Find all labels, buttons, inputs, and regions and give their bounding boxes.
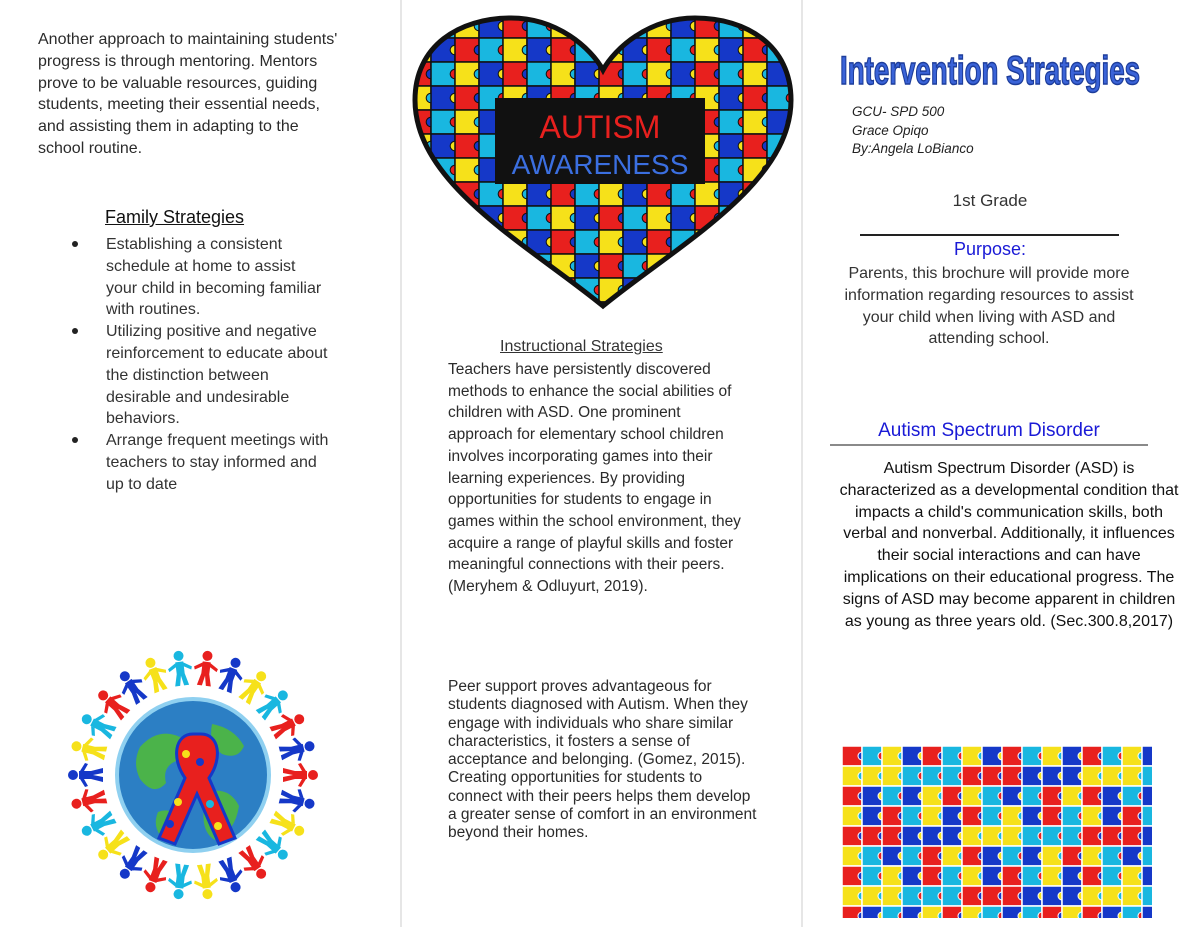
course-code: GCU- SPD 500 bbox=[852, 104, 945, 119]
list-item-text: Utilizing positive and negative reinforcement to educate about the distinction between desirable and undesirable behaviors. bbox=[106, 323, 328, 428]
title-text: Intervention Strategies bbox=[840, 49, 1140, 93]
list-item bbox=[70, 430, 330, 495]
author-name: By:Angela LoBianco bbox=[852, 141, 974, 156]
people-ring-globe-icon bbox=[62, 642, 324, 908]
peer-support-paragraph: Peer support proves advantageous for students diagnosed with Autism. When they engage with individuals who share similar characteristics, it fosters a sense of acceptance and belonging. (Gomez, 2015). Creating opportunities for students to connect with their peers helps them develop a greater sense of comfort in an environment beyond their homes. bbox=[448, 678, 757, 842]
left-panel bbox=[0, 0, 400, 927]
right-panel bbox=[804, 0, 1200, 927]
purpose-paragraph: Parents, this brochure will provide more information regarding resources to assist your child when living with ASD and attending school. bbox=[844, 265, 1134, 348]
mentoring-paragraph: Another approach to maintaining students' progress is through mentoring. Mentors prove to be valuable resources, guiding students, meeting their essential needs, and assisting them in adapting to the school routine. bbox=[38, 31, 338, 157]
puzzle-pattern-image bbox=[842, 746, 1152, 918]
grade-label: 1st Grade bbox=[952, 191, 1028, 210]
asd-paragraph: Autism Spectrum Disorder (ASD) is characterized as a developmental condition that impacts a child's communication skills, both verbal and nonverbal. Additionally, it influences their social interactions and can have implications on their educational progress. The signs of ASD may become apparent in children as young as three years old. (Sec.300.8,2017) bbox=[839, 460, 1179, 630]
family-strategies-heading: Family Strategies bbox=[105, 207, 245, 227]
bullet-icon bbox=[72, 328, 78, 334]
asd-divider bbox=[830, 444, 1148, 446]
family-strategies-list bbox=[70, 234, 330, 496]
autism-awareness-heart-image bbox=[407, 14, 799, 310]
instructional-strategies-paragraph: Teachers have persistently discovered methods to enhance the social abilities of children with ASD. One prominent approach for elementary school children involves incorporating games into their learning experiences. By providing opportunities for students to engage in games within the school environment, they acquire a range of playful skills and foster meaningful connections with their peers.(Meryhem & Odluyurt, 2019). bbox=[448, 361, 741, 596]
list-item-text: Arrange frequent meetings with teachers to stay informed and up to date bbox=[106, 432, 329, 493]
brochure-title bbox=[838, 36, 1148, 100]
instructor-name: Grace Opiqo bbox=[852, 123, 929, 138]
middle-panel bbox=[402, 0, 802, 927]
bullet-icon bbox=[72, 241, 78, 247]
purpose-heading: Purpose: bbox=[953, 239, 1027, 259]
instructional-strategies-heading: Instructional Strategies bbox=[500, 338, 663, 355]
list-item bbox=[70, 321, 330, 430]
list-item-text: Establishing a consistent schedule at home to assist your child in becoming familiar with routines. bbox=[106, 236, 322, 319]
asd-heading: Autism Spectrum Disorder bbox=[878, 420, 1100, 441]
heart-title-line2: AWARENESS bbox=[511, 149, 689, 180]
heart-title-line1: AUTISM bbox=[539, 109, 661, 145]
bullet-icon bbox=[72, 437, 78, 443]
globe-ribbon-image bbox=[62, 642, 324, 908]
list-item bbox=[70, 234, 330, 321]
puzzle-pieces-icon bbox=[842, 746, 1152, 918]
grade-divider bbox=[860, 234, 1119, 236]
